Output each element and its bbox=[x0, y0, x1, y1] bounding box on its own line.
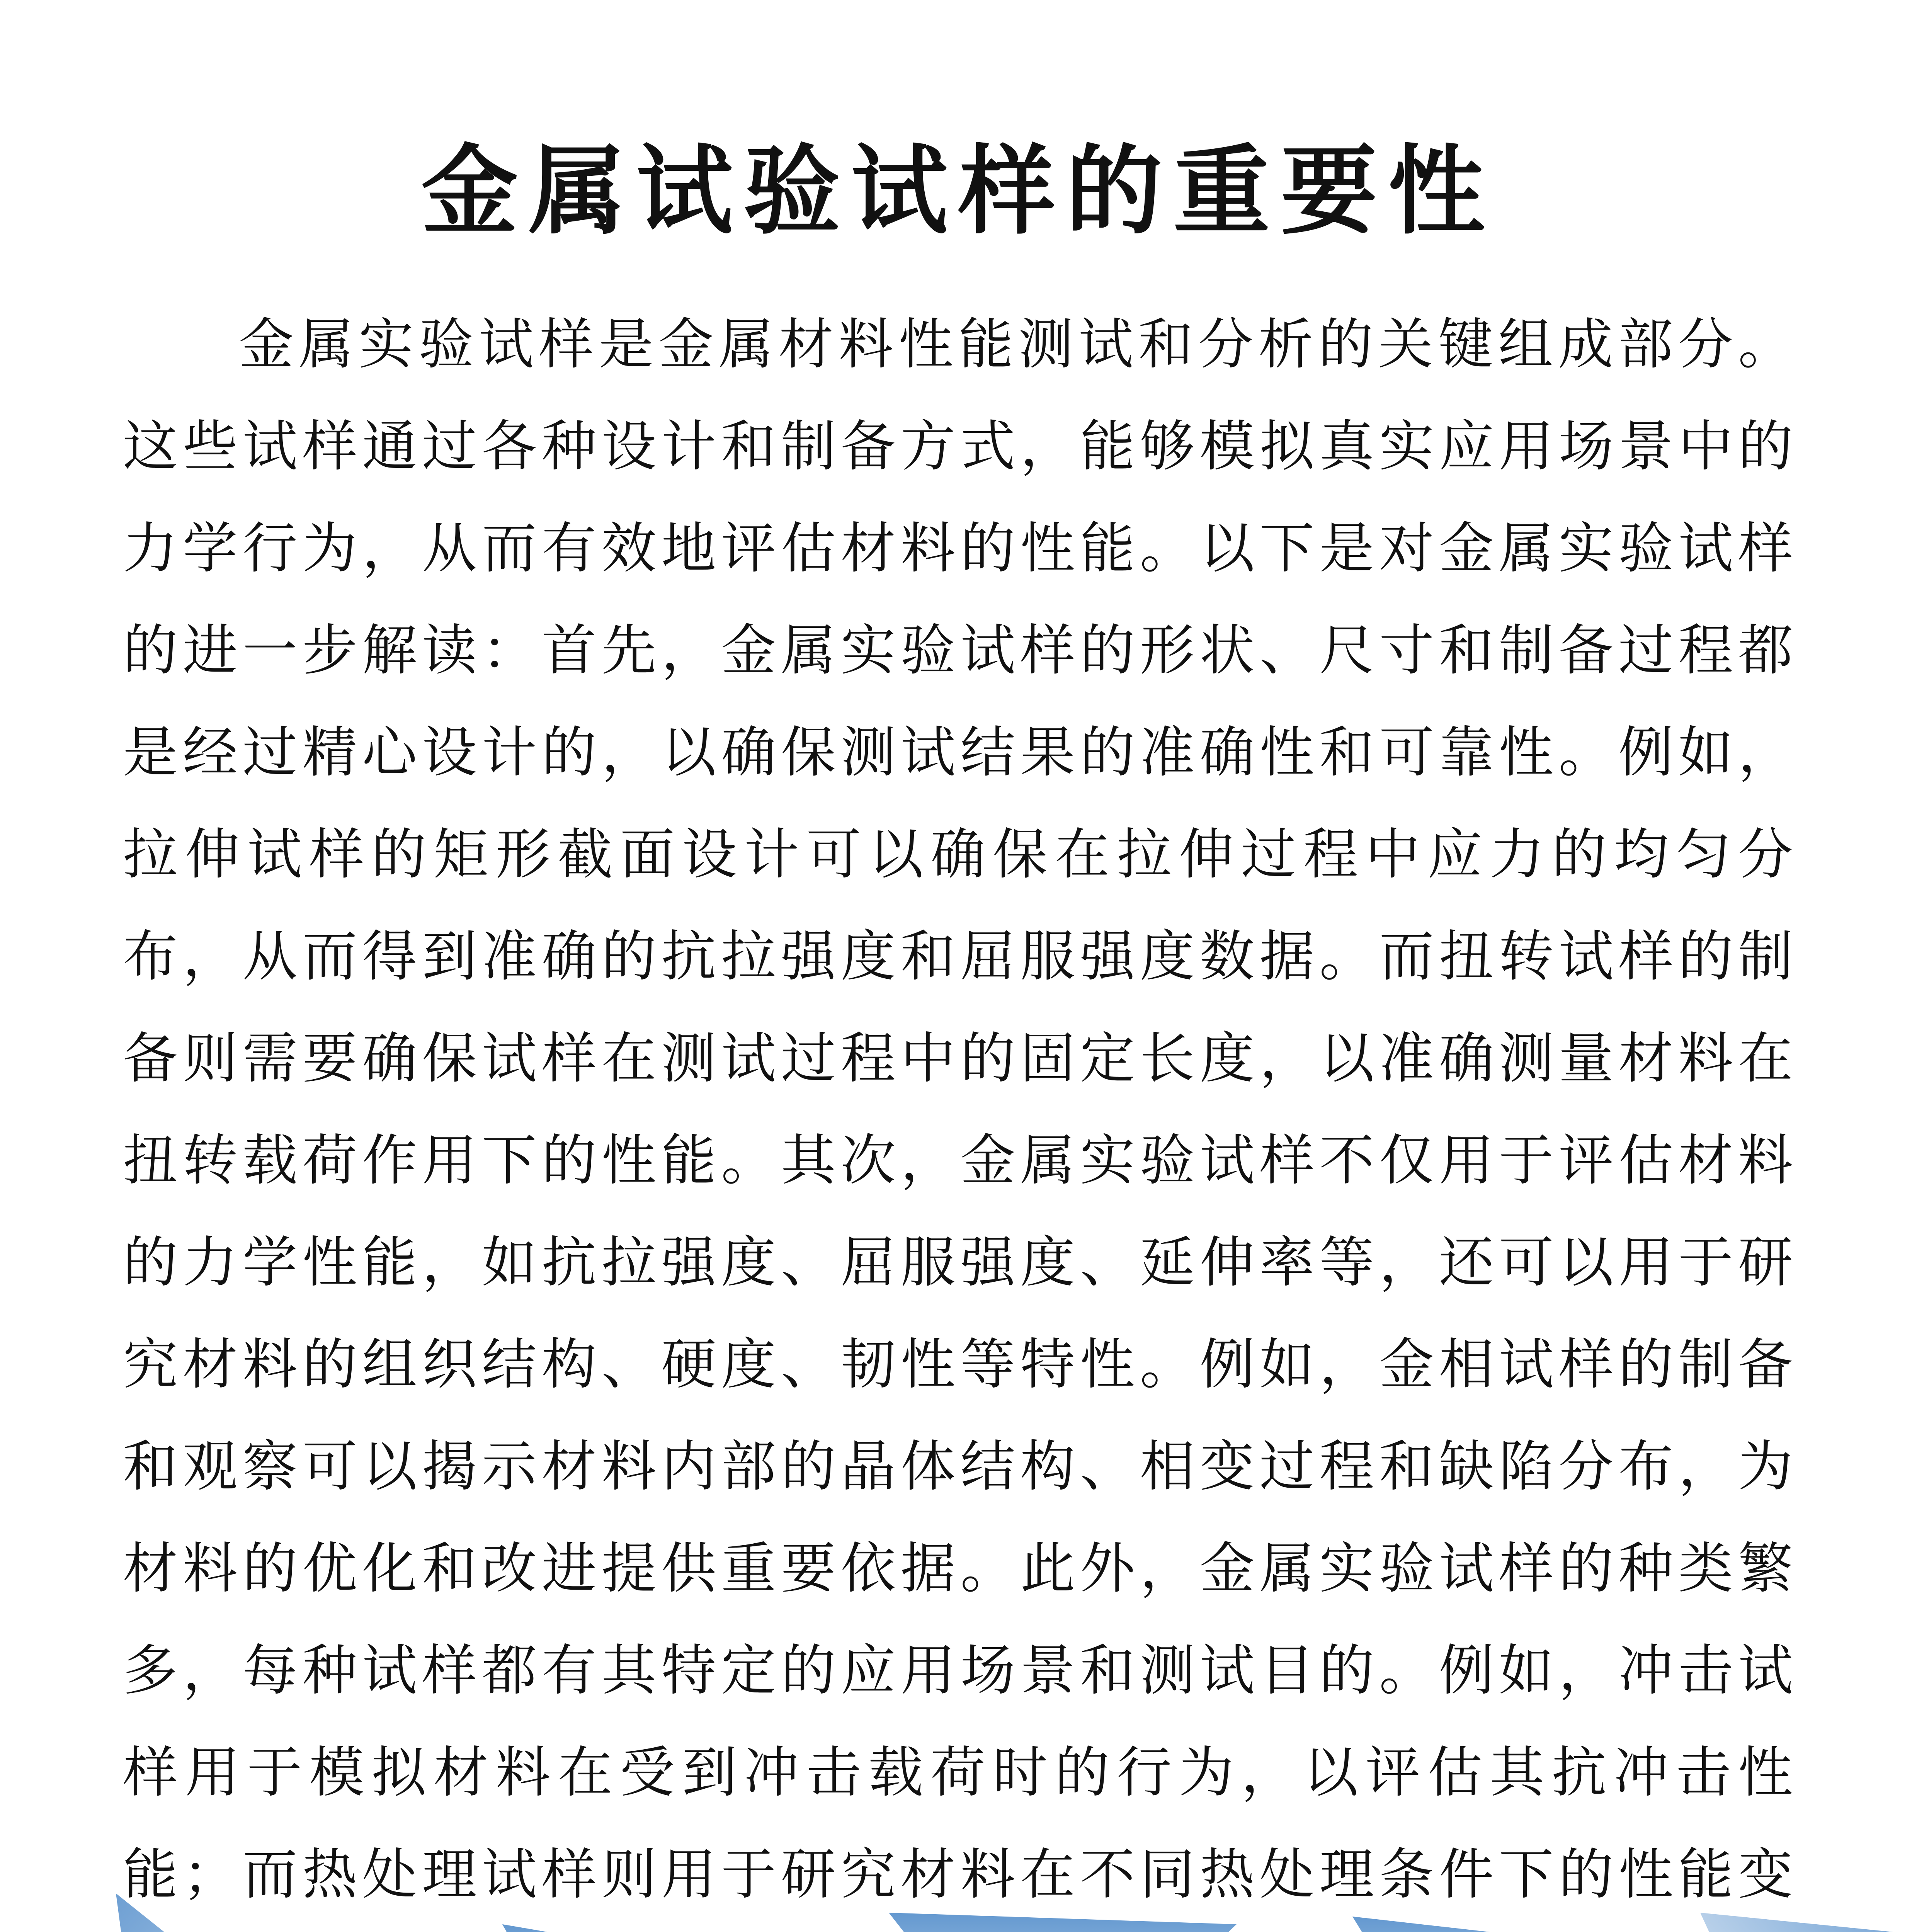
body-paragraph: 金属实验试样是金属材料性能测试和分析的关键组成部分。这些试样通过各种设计和制备方式，能够模拟真实应用场景中的力学行为，从而有效地评估材料的性能。以下是对金属实验试样的进一步解读：首先，金属实验试样的形状、尺寸和制备过程都是经过精心设计的，以确保测试结果的准确性和可靠性。例如，拉伸试样的矩形截面设计可以确保在拉伸过程中应力的均匀分布，从而得到准确的抗拉强度和屈服强度数据。而扭转试样的制备则需要确保试样在测试过程中的固定长度，以准确测量材料在扭转载荷作用下的性能。其次，金属实验试样不仅用于评估材料的力学性能，如抗拉强度、屈服强度、延伸率等，还可以用于研究材料的组织结构、硬度、韧性等特性。例如，金相试样的制备和观察可以揭示材料内部的晶体结构、相变过程和缺陷分布，为材料的优化和改进提供重要依据。此外，金属实验试样的种类繁多，每种试样都有其特定的应用场景和测试目的。例如，冲击试样用于模拟材料在受到冲击载荷时的行为，以评估其抗冲击性能；而热处理试样则用于研究材料在不同热处理条件下的性能变 bbox=[123, 313, 1796, 1906]
page-title: 金属试验试样的重要性 bbox=[421, 135, 1496, 247]
